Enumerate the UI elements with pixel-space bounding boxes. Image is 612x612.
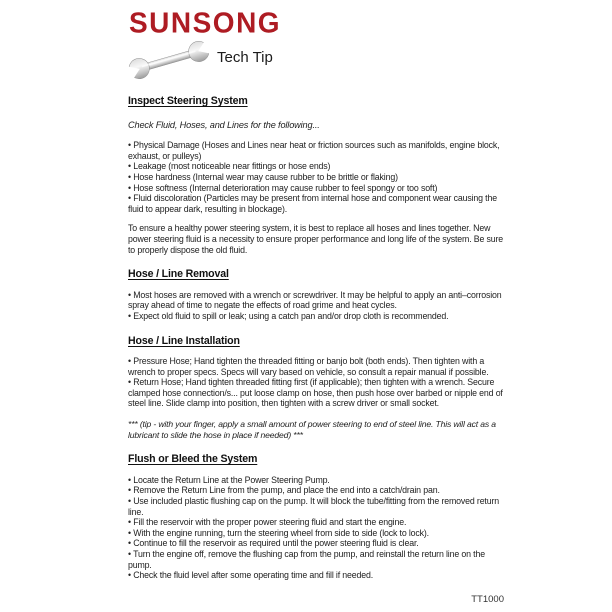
tech-tip-section <box>128 336 504 441</box>
bullet-item: • Pressure Hose; Hand tighten the threaded fitting or banjo bolt (both ends). Then tighten with a wrench to proper specs. Specs will vary based on vehicle, so consult a repair manual if possible. <box>128 356 504 377</box>
section-heading: Inspect Steering System <box>128 95 248 107</box>
tagline: Tech Tip <box>217 48 273 66</box>
logo-block <box>129 6 429 82</box>
bullet-item: • Continue to fill the reservoir as required until the power steering fluid is clear. <box>128 538 504 549</box>
section-heading: Hose / Line Removal <box>128 268 229 281</box>
bullet-item: • Fill the reservoir with the proper power steering fluid and start the engine. <box>128 517 504 528</box>
footer-code: TT1000 <box>471 593 504 605</box>
tech-tip-section <box>128 96 504 255</box>
bullet-item: • Hose softness (Internal deterioration may cause rubber to feel spongy or too soft) <box>128 183 504 194</box>
section-intro: Check Fluid, Hoses, and Lines for the following... <box>128 119 320 130</box>
bullet-item: • Hose hardness (Internal wear may cause rubber to be brittle or flaking) <box>128 172 504 183</box>
bullet-item: • Most hoses are removed with a wrench or screwdriver. It may be helpful to apply an anti–corrosion spray ahead of time to negate the effects of road grime and heat cycles. <box>128 290 504 311</box>
bullet-list <box>128 290 504 322</box>
bullet-list <box>128 356 504 409</box>
document-body <box>128 96 504 605</box>
bullet-item: • Locate the Return Line at the Power Steering Pump. <box>128 475 504 486</box>
section-heading: Hose / Line Installation <box>128 334 240 347</box>
tech-tip-section <box>128 269 504 321</box>
section-heading: Flush or Bleed the System <box>128 453 258 466</box>
tech-tip-section <box>128 454 504 581</box>
bullet-item: • Remove the Return Line from the pump, and place the end into a catch/drain pan. <box>128 485 504 496</box>
bullet-item: • Use included plastic flushing cap on the pump. It will block the tube/fitting from the removed return line. <box>128 496 504 517</box>
bullet-item: • With the engine running, turn the steering wheel from side to side (lock to lock). <box>128 528 504 539</box>
bullet-item: • Fluid discoloration (Particles may be present from internal hose and component wear causing the fluid to appear dark, resulting in blockage). <box>128 193 504 214</box>
bullet-item: • Return Hose; Hand tighten threaded fitting first (if applicable); then tighten with a wrench. Secure clamped hose connection/s... put loose clamp on hose, then push hose over barbed or nipple end of steel line. Slide clamp into position, then tighten with a screw driver or small socket. <box>128 377 504 409</box>
bullet-list <box>128 475 504 581</box>
logo-row <box>129 38 429 82</box>
brand-wordmark: SUNSONG <box>129 6 282 39</box>
section-paragraph: To ensure a healthy power steering system, it is best to replace all hoses and lines together. New power steering fluid is a necessity to ensure proper performance and long life of the system. Be sure to properly dispose the old fluid. <box>128 223 504 255</box>
bullet-item: • Check the fluid level after some operating time and fill if needed. <box>128 570 504 581</box>
bullet-item: • Expect old fluid to spill or leak; using a catch pan and/or drop cloth is recommended. <box>128 311 504 322</box>
section-tip: *** (tip - with your finger, apply a small amount of power steering to end of steel line. This will act as a lubricant to slide the hose in place if needed) *** <box>128 419 496 440</box>
bullet-list <box>128 140 504 214</box>
bullet-item: • Physical Damage (Hoses and Lines near heat or friction sources such as manifolds, engine block, exhaust, or pulleys) <box>128 140 504 161</box>
bullet-item: • Turn the engine off, remove the flushing cap from the pump, and reinstall the return line on the pump. <box>128 549 504 570</box>
bullet-item: • Leakage (most noticeable near fittings or hose ends) <box>128 161 504 172</box>
wrench-icon <box>125 38 213 82</box>
